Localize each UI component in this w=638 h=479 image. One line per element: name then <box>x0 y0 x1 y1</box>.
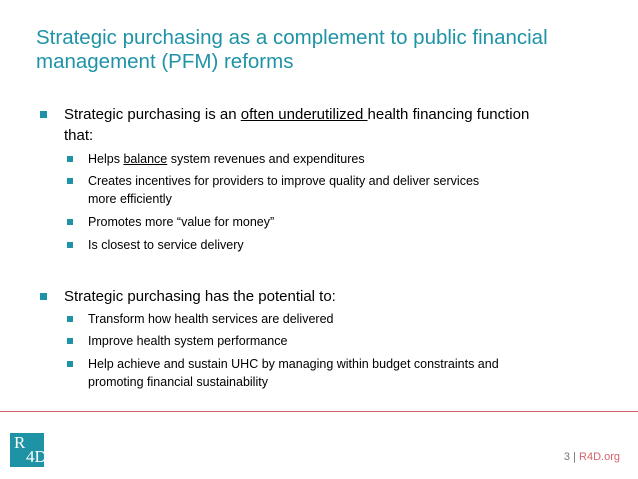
footer-separator: | <box>570 451 580 463</box>
bullet-1-prefix: Strategic purchasing is an <box>64 106 241 123</box>
page-number: 3 <box>563 451 571 463</box>
sub-bullet-text <box>88 150 618 168</box>
bullet-1-line2: that: <box>64 127 94 144</box>
logo-letter-bottom: 4D <box>26 447 47 466</box>
title-line-1: Strategic purchasing as a complement to public financial <box>36 26 548 49</box>
bullet-square-icon <box>67 361 73 367</box>
bullet-square-icon <box>67 338 73 344</box>
sub-prefix: Helps <box>88 152 124 166</box>
footer <box>540 451 620 463</box>
sub-bullet-text: Improve health system performance <box>88 334 288 348</box>
bullet-1-suffix: health financing function <box>367 106 530 123</box>
bullet-square-icon <box>67 316 73 322</box>
slide-title <box>36 26 626 74</box>
bullet-square-icon <box>67 242 73 248</box>
sub-line1: Creates incentives for providers to improve quality and deliver services <box>88 174 480 188</box>
sub-bullet-text <box>88 172 618 208</box>
logo-letter-top: R <box>14 433 26 452</box>
bullet-square-icon <box>67 156 73 162</box>
footer-site-link[interactable]: R4D.org <box>579 451 620 463</box>
bullet-square-icon <box>40 293 47 300</box>
sub-bullet-text: Is closest to service delivery <box>88 238 244 252</box>
bullet-square-icon <box>67 178 73 184</box>
bullet-1-underlined: often underutilized <box>240 106 368 123</box>
sub-bullet-text: Transform how health services are delivered <box>88 312 334 326</box>
sub-line1: Help achieve and sustain UHC by managing within budget constraints and <box>88 357 499 371</box>
title-line-2: management (PFM) reforms <box>36 50 294 73</box>
bullet-2-text: Strategic purchasing has the potential to: <box>64 288 336 305</box>
sub-bullet-text <box>88 355 618 391</box>
footer-divider <box>0 411 638 412</box>
r4d-logo <box>10 433 47 467</box>
sub-suffix: system revenues and expenditures <box>167 152 365 166</box>
bullet-square-icon <box>67 219 73 225</box>
bullet-1-text <box>64 104 624 146</box>
sub-bullet-text: Promotes more “value for money” <box>88 215 275 229</box>
bullet-square-icon <box>40 111 47 118</box>
sub-underlined: balance <box>123 152 168 166</box>
sub-line2: more efficiently <box>88 192 172 206</box>
sub-line2: promoting financial sustainability <box>88 375 268 389</box>
